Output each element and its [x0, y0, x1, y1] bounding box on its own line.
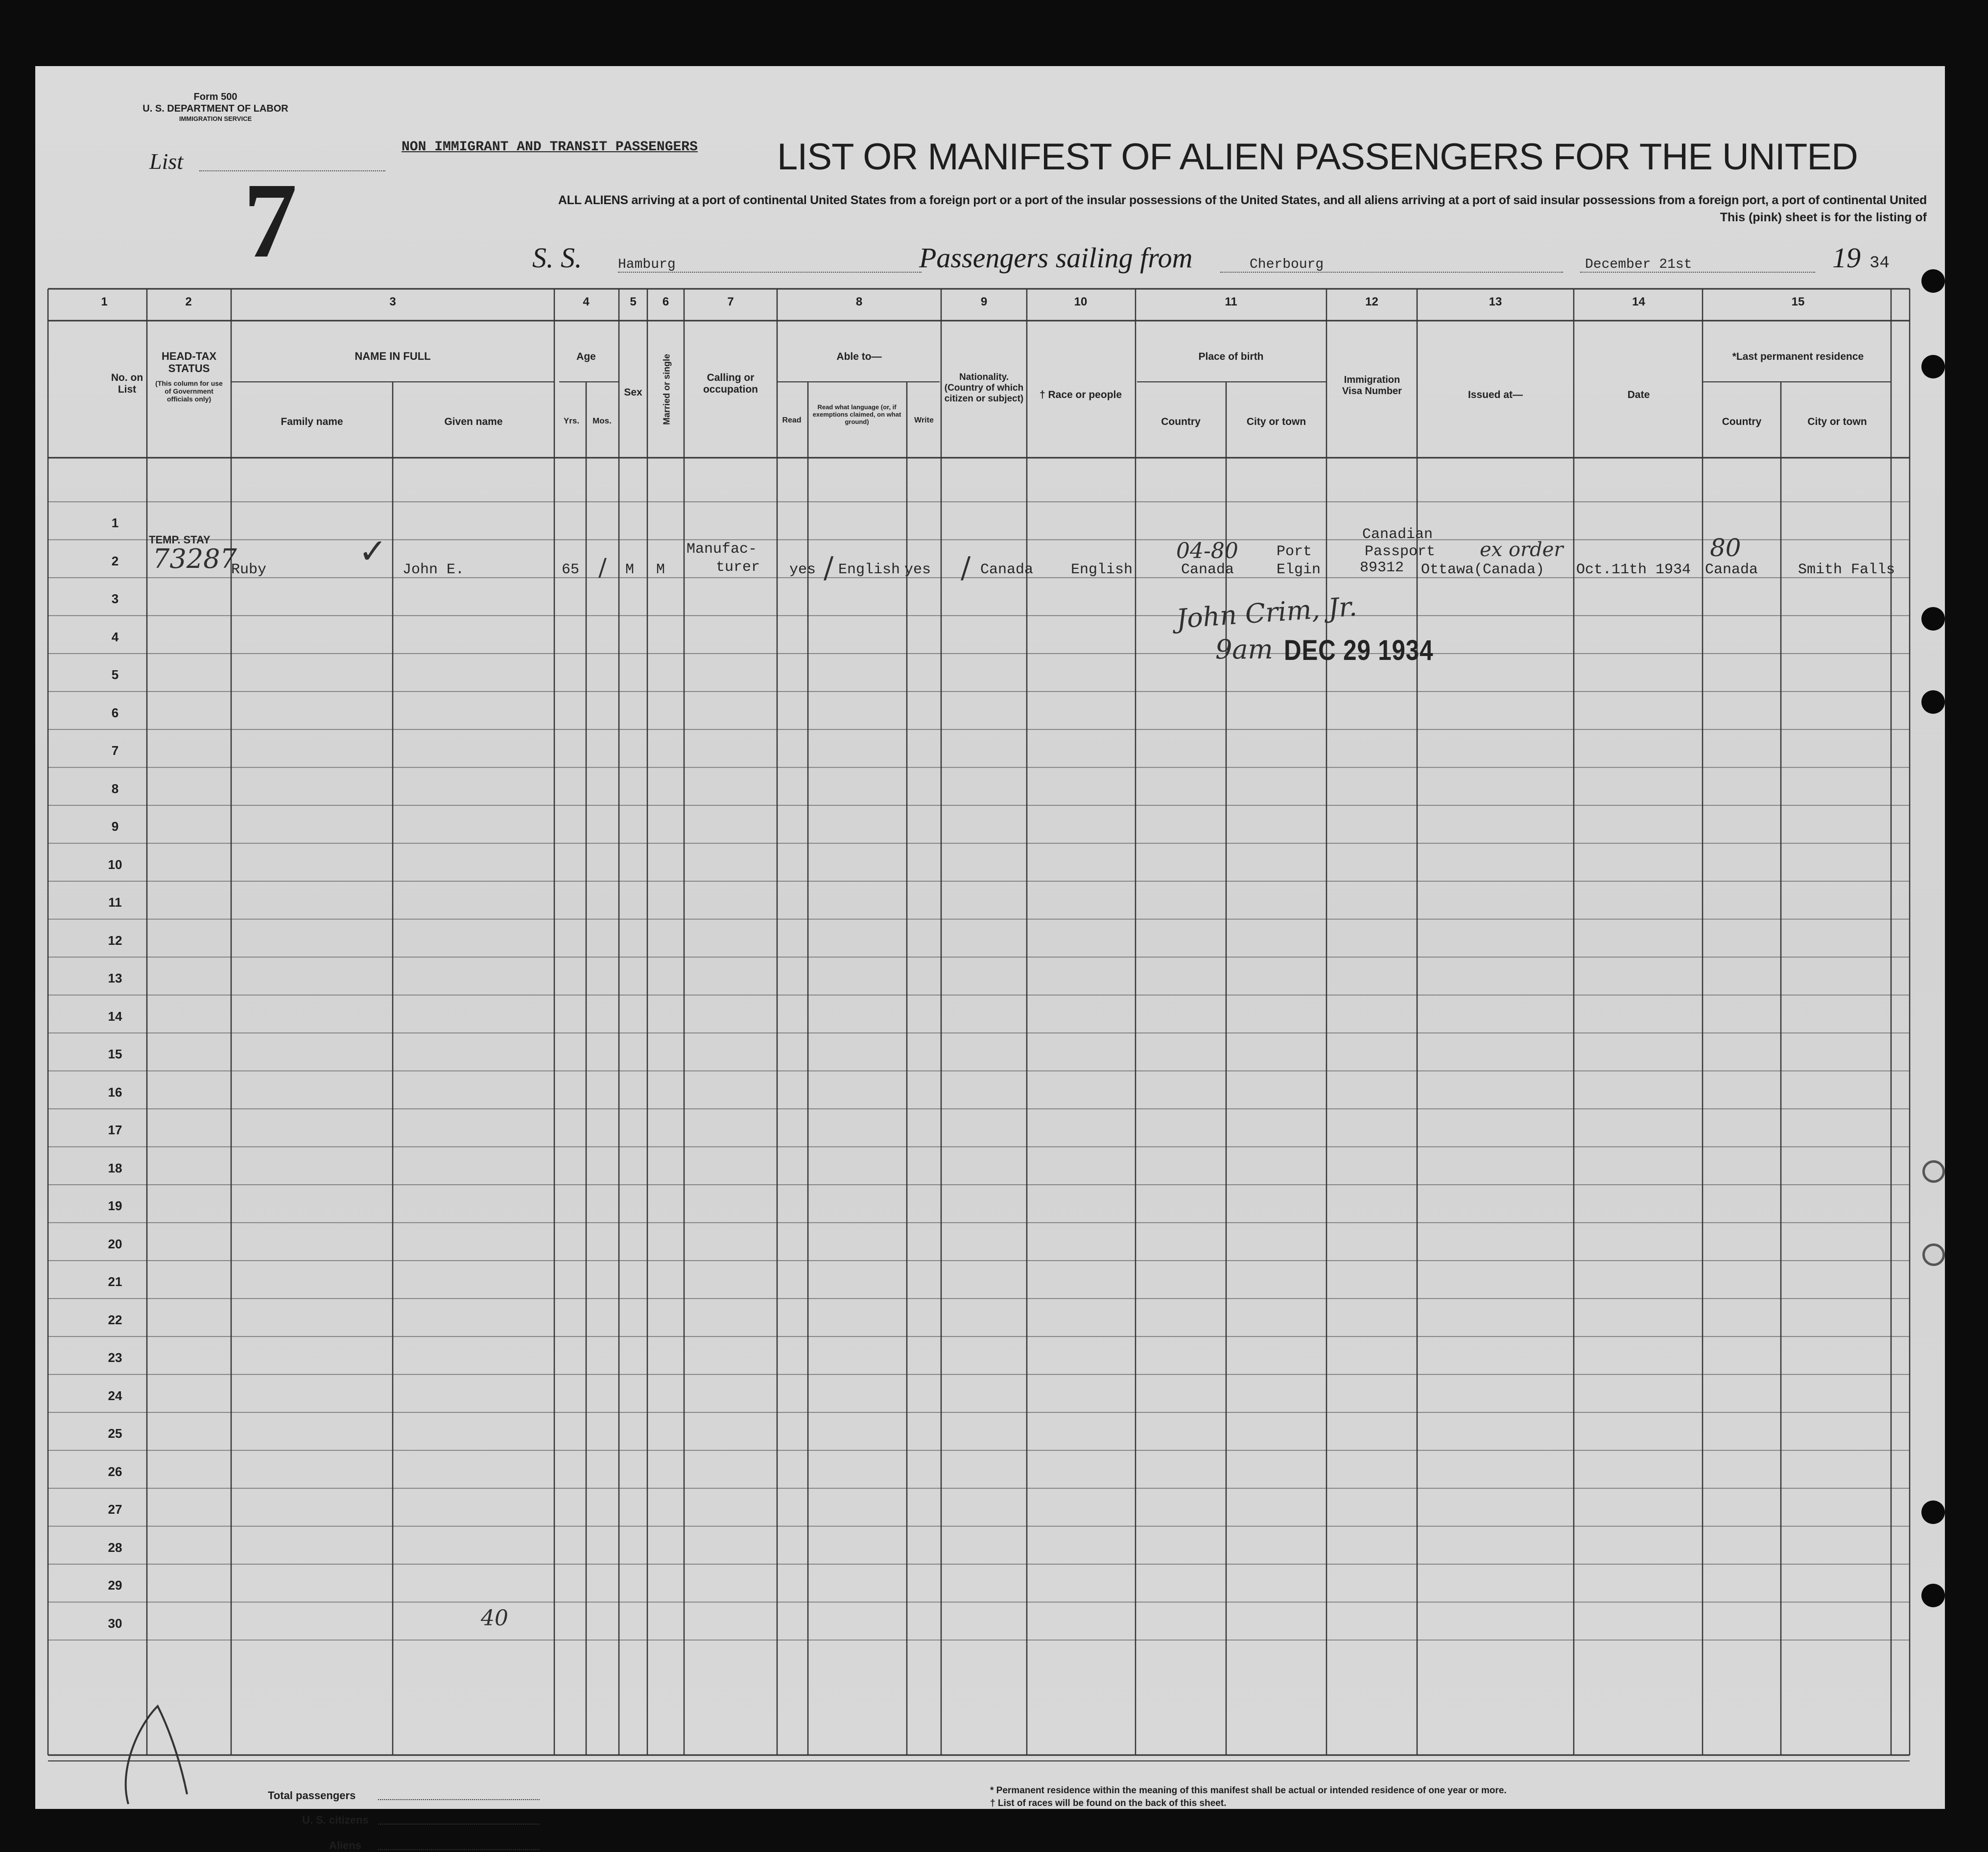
column-number: 6: [662, 295, 669, 308]
footnote-races: † List of races will be found on the back of this sheet.: [990, 1798, 1227, 1808]
family-name: Ruby: [231, 562, 267, 578]
read-language: English: [838, 562, 900, 578]
given-name: John E.: [402, 562, 465, 578]
row-number: 21: [108, 1274, 122, 1289]
able-to-write: yes: [904, 562, 931, 578]
row-number: 15: [108, 1047, 122, 1061]
row-number: 28: [108, 1540, 122, 1555]
header-date: Date: [1627, 389, 1650, 400]
row-number: 17: [108, 1123, 122, 1137]
manifest-title: LIST OR MANIFEST OF ALIEN PASSENGERS FOR THE UNITED: [777, 136, 1858, 178]
header-family-name: Family name: [281, 416, 343, 427]
row-number: 7: [111, 743, 119, 758]
checkmark-icon: ✓: [358, 531, 387, 571]
row-number: 27: [108, 1502, 122, 1517]
us-citizens-label: U. S. citizens: [302, 1814, 369, 1826]
sailing-date: December 21st: [1585, 257, 1692, 272]
row-number: 26: [108, 1464, 122, 1479]
ss-label: S. S.: [532, 242, 582, 274]
sailing-label: Passengers sailing from: [919, 242, 1193, 274]
ship-name: Hamburg: [618, 257, 676, 272]
row-number: 20: [108, 1236, 122, 1251]
occupation-line-2: turer: [716, 559, 760, 576]
header-read-what: Read what language (or, if exemptions claimed, on what ground): [812, 403, 901, 425]
year-prefix: 19: [1832, 242, 1861, 274]
sex: M: [625, 562, 635, 578]
row-number: 25: [108, 1426, 122, 1441]
married-single: M: [656, 562, 665, 578]
visa-line-3: 89312: [1360, 560, 1404, 576]
row-number: 11: [108, 895, 122, 910]
inspection-time: 9am: [1215, 634, 1273, 665]
issue-date: Oct.11th 1934: [1576, 562, 1691, 578]
visa-line-2: Passport: [1365, 543, 1436, 560]
age-years: 65: [562, 562, 580, 578]
margin-number: 40: [481, 1606, 508, 1631]
column-number: 10: [1074, 295, 1088, 308]
department-name: U. S. DEPARTMENT OF LABOR: [142, 103, 288, 114]
column-number: 3: [389, 295, 396, 308]
row-number: 6: [111, 705, 119, 720]
nationality: Canada: [980, 562, 1034, 578]
write-tick: /: [961, 551, 971, 585]
subtitle-line-1: ALL ALIENS arriving at a port of continental United States from a foreign port or a port of the insular possessions of the United States, and all aliens arriving at a port of said insular possessions from a foreign port, a port of continental United: [558, 193, 1927, 207]
header-married: Married or single: [662, 353, 672, 425]
total-passengers-line: [378, 1799, 540, 1800]
row-number: 4: [111, 629, 119, 644]
race: English: [1071, 562, 1133, 578]
visa-line-1: Canadian: [1362, 526, 1433, 543]
header-head-tax-note: (This column for use of Government officials only): [155, 379, 223, 403]
row-number: 29: [108, 1578, 122, 1593]
header-given-name: Given name: [444, 416, 503, 427]
header-no-on-list: No. on List: [111, 372, 143, 396]
inspection-date-stamp: DEC 29 1934: [1284, 634, 1434, 666]
header-place-of-birth: Place of birth: [1198, 351, 1264, 362]
column-number: 1: [101, 295, 108, 308]
row-number: 14: [108, 1008, 122, 1024]
header-residence-country: Country: [1722, 416, 1762, 427]
birth-country: Canada: [1181, 562, 1234, 578]
header-mos: Mos.: [592, 416, 612, 425]
subtitle-line-2: This (pink) sheet is for the listing of: [1720, 211, 1927, 224]
column-number: 4: [583, 295, 590, 308]
column-number: 2: [185, 295, 192, 308]
header-race: † Race or people: [1039, 389, 1122, 400]
header-nationality: Nationality. (Country of which citizen or subject): [944, 372, 1024, 404]
aliens-line: [378, 1849, 540, 1850]
manifest-grid: [35, 66, 1945, 1809]
issued-note: ex order: [1480, 539, 1563, 561]
row-number: 22: [108, 1312, 122, 1327]
row-number: 12: [108, 933, 122, 948]
header-age: Age: [576, 351, 596, 362]
column-number: 9: [980, 295, 988, 308]
residence-country: Canada: [1705, 562, 1758, 578]
issued-at: Ottawa(Canada): [1421, 562, 1545, 578]
header-birth-country: Country: [1161, 416, 1201, 427]
head-tax-status: TEMP. STAY: [149, 534, 211, 546]
column-number: 12: [1365, 295, 1378, 308]
row-number: 24: [108, 1388, 122, 1403]
manifest-sheet: [35, 66, 1945, 1852]
row-number: 3: [111, 591, 119, 606]
row-number: 2: [111, 553, 119, 568]
able-to-read: yes: [789, 562, 816, 578]
row-number: 23: [108, 1350, 122, 1365]
header-able-to: Able to—: [836, 351, 882, 362]
row-number: 13: [108, 971, 122, 985]
header-sex: Sex: [624, 387, 642, 398]
header-yrs: Yrs.: [563, 416, 580, 425]
column-number: 11: [1225, 295, 1237, 308]
header-calling: Calling or occupation: [703, 372, 758, 396]
header-name-in-full: NAME IN FULL: [355, 350, 431, 362]
footnote-permanent-residence: * Permanent residence within the meaning of this manifest shall be actual or intended residence of one year or more.: [990, 1785, 1507, 1796]
residence-note: 80: [1710, 534, 1741, 562]
residence-city: Smith Falls: [1798, 562, 1895, 578]
header-issued-at: Issued at—: [1467, 389, 1523, 400]
header-head-tax: HEAD-TAX STATUS: [161, 350, 217, 375]
row-number: 5: [111, 667, 119, 682]
column-number: 14: [1632, 295, 1645, 308]
birth-city-line-2: Elgin: [1277, 562, 1321, 578]
us-citizens-line: [378, 1824, 540, 1825]
column-number: 13: [1489, 295, 1502, 308]
row-number: 18: [108, 1160, 122, 1175]
row-number: 8: [111, 781, 119, 796]
age-months-tick: /: [598, 553, 607, 582]
occupation-line-1: Manufac-: [686, 541, 757, 558]
inspector-signature: John Crim, Jr.: [1175, 591, 1358, 634]
list-number: 7: [243, 161, 297, 280]
row-number: 1: [111, 516, 119, 530]
column-number: 5: [630, 295, 637, 308]
column-number: 8: [855, 295, 863, 308]
row-number: 30: [108, 1616, 122, 1631]
aliens-label: Aliens: [329, 1839, 362, 1852]
row-number: 19: [108, 1198, 122, 1213]
list-label: List: [149, 149, 184, 174]
row-number: 9: [111, 819, 119, 834]
header-birth-city: City or town: [1246, 416, 1306, 427]
passenger-type: NON IMMIGRANT AND TRANSIT PASSENGERS: [402, 140, 698, 155]
year-suffix: 34: [1870, 254, 1890, 273]
column-number: 15: [1791, 295, 1805, 308]
margin-pencil-mark: [114, 1696, 202, 1809]
header-last-residence: *Last permanent residence: [1732, 351, 1864, 362]
row-number: 10: [108, 857, 122, 872]
head-tax-number: 73287: [153, 543, 237, 574]
total-passengers-label: Total passengers: [268, 1789, 356, 1802]
header-write: Write: [914, 416, 934, 424]
header-visa-number: Immigration Visa Number: [1342, 375, 1402, 397]
service-name: IMMIGRATION SERVICE: [179, 115, 252, 122]
header-read: Read: [782, 416, 802, 424]
column-number: 7: [727, 295, 734, 308]
header-residence-city: City or town: [1807, 416, 1867, 427]
birth-country-note: 04-80: [1176, 539, 1238, 563]
sailing-port: Cherbourg: [1250, 257, 1324, 272]
read-tick: /: [824, 551, 834, 585]
row-number: 16: [108, 1084, 122, 1100]
birth-city-line-1: Port: [1277, 543, 1312, 560]
form-number: Form 500: [193, 92, 237, 102]
